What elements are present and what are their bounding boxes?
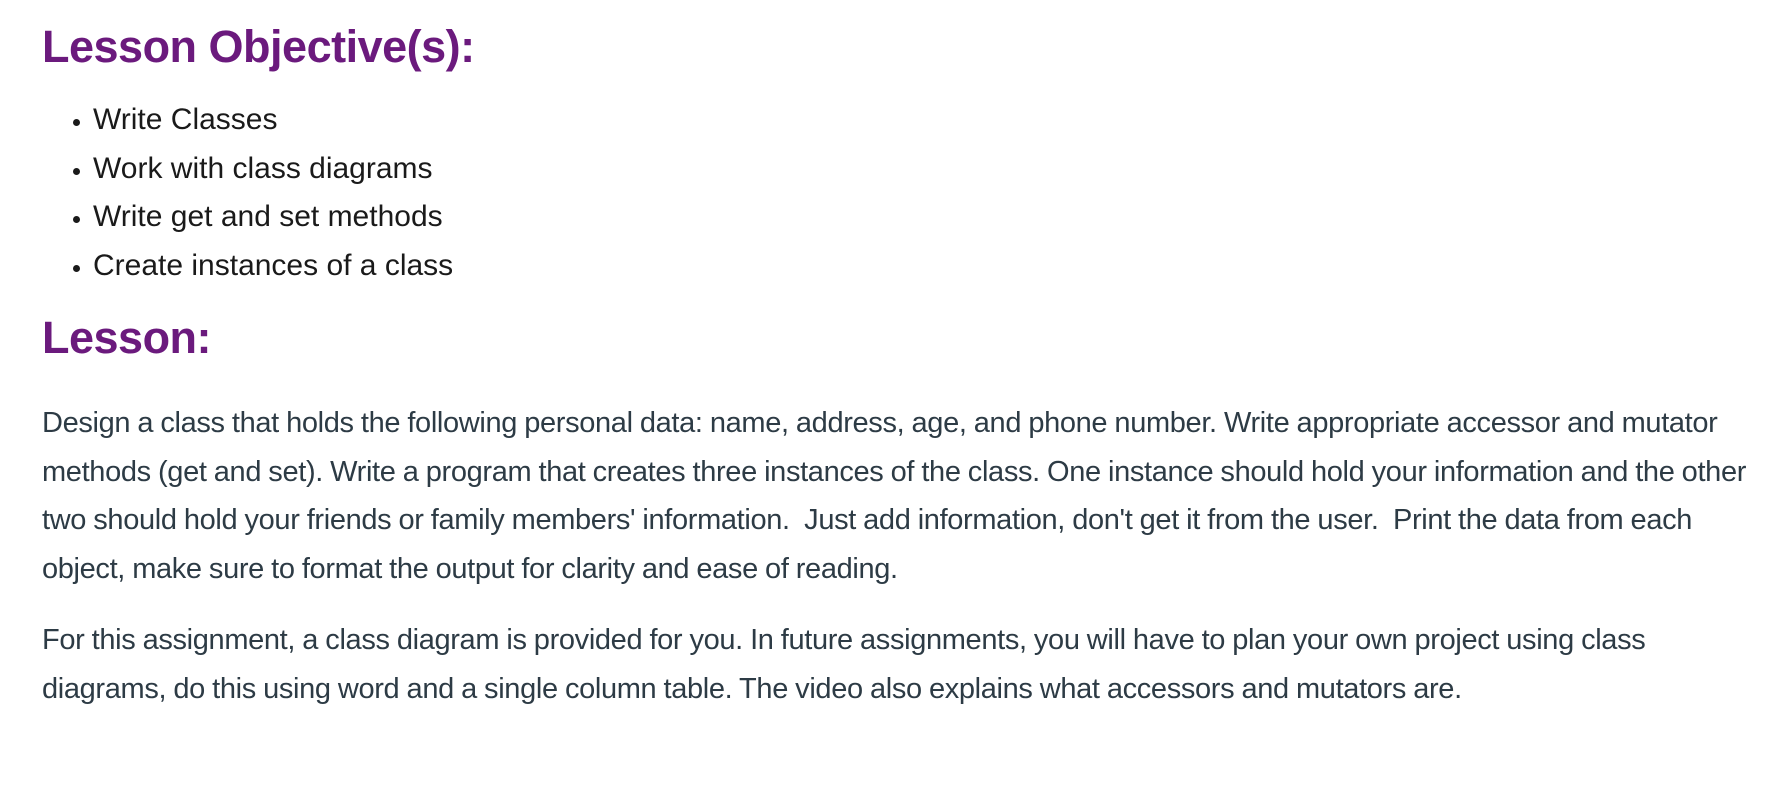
lesson-paragraph: Design a class that holds the following personal data: name, address, age, and phone number. Write appropriate accessor and mutator methods (get and set). Write a program that creates three instances of the class. One instance should hold your information and the other two should hold your friends or family members' information. Just add information, don't get it from the user. Print the data from each object, make sure to format the output for clarity and ease of reading.	[42, 407, 1754, 585]
objective-item: • Write Classes	[93, 96, 453, 145]
objective-item: • Work with class diagrams	[93, 145, 453, 194]
objective-item: • Create instances of a class	[93, 242, 453, 291]
objectives-list	[42, 96, 453, 290]
lesson-heading: Lesson:	[42, 312, 212, 363]
lesson-paragraph: For this assignment, a class diagram is provided for you. In future assignments, you will have to plan your own project using class diagrams, do this using word and a single column table. The video also explains what accessors and mutators are.	[42, 624, 1653, 705]
lesson-objectives-heading: Lesson Objective(s):	[42, 21, 475, 72]
objective-item: • Write get and set methods	[93, 193, 453, 242]
